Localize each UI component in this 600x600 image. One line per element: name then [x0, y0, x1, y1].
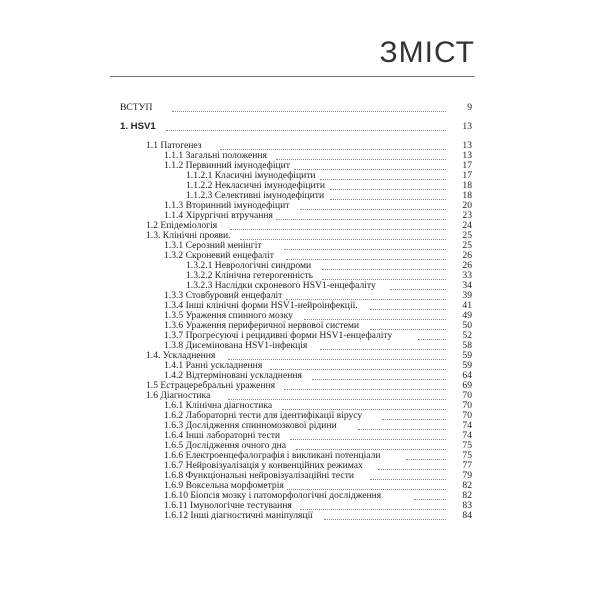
toc-entry-page: 18 [462, 180, 472, 191]
toc-entry-label: ВСТУП [120, 102, 153, 113]
toc-entry-label: 1.6 Діагностика [146, 390, 211, 401]
toc-entry-page: 13 [462, 121, 472, 132]
toc-entry-page: 13 [462, 150, 472, 161]
leader-dots [406, 459, 446, 460]
leader-dots [300, 509, 446, 510]
leader-dots [414, 499, 446, 500]
toc-entry-page: 49 [462, 310, 472, 321]
leader-dots [320, 179, 446, 180]
toc-entry-label: 1.1.4 Хірургічні втручання [164, 210, 273, 221]
toc-entry-page: 75 [462, 440, 472, 451]
toc-entry-label: 1.6.3 Дослідження спинномозкової рідини [164, 420, 337, 431]
toc-entry-label: 1.1 Патогенез [146, 140, 202, 151]
leader-dots [230, 229, 446, 230]
toc-entry-page: 17 [462, 160, 472, 171]
toc-entry-label: 1.6.5 Дослідження очного дна [164, 440, 287, 451]
toc-entry-page: 74 [462, 430, 472, 441]
toc-entry-page: 84 [462, 510, 472, 521]
toc-entry-page: 75 [462, 450, 472, 461]
toc-entry-page: 13 [462, 140, 472, 151]
page-title: ЗМІСТ [379, 36, 475, 69]
leader-dots [378, 469, 446, 470]
toc-entry-label: 1.1.1 Загальні положення [164, 150, 267, 161]
toc-entry-label: 1.4.2 Відтерміновані ускладнення [164, 370, 302, 381]
toc-entry-label: 1.1.2.2 Некласичні імунодефіцити [186, 180, 326, 191]
toc-entry-page: 34 [462, 280, 472, 291]
leader-dots [322, 269, 446, 270]
toc-entry-label: 1.6.2 Лабораторні тести для ідентифікації вірусу [164, 410, 363, 421]
leader-dots [312, 379, 446, 380]
leader-dots [172, 111, 446, 112]
toc-entry-label: 1.6.7 Нейровізуалізація у конвенційних режимах [164, 460, 363, 471]
toc-entry-label: 1.3.2.1 Неврологічні синдроми [186, 260, 312, 271]
toc-entry-label: 1.1.2.3 Селективні імунодефіцити [186, 190, 325, 201]
leader-dots [290, 439, 446, 440]
leader-dots [320, 349, 446, 350]
leader-dots [330, 189, 446, 190]
toc-entry-page: 33 [462, 270, 472, 281]
toc-entry-label: 1.3.8 Дисемінована HSV1-інфекція [164, 340, 308, 351]
leader-dots [166, 130, 446, 131]
leader-dots [390, 289, 446, 290]
toc-entry-page: 59 [462, 350, 472, 361]
leader-dots [330, 199, 446, 200]
toc-entry-label: 1.4.1 Ранні ускладнення [164, 360, 263, 371]
toc-entry-label: 1.3.4 Інші клінічні форми HSV1-нейроінфекції. [164, 300, 358, 311]
toc-entry-label: 1.6.6 Електроенцефалографія і викликані потенціали [164, 450, 381, 461]
toc-entry-label: 1.6.12 Інші діагностичні маніпуляції [164, 510, 313, 521]
toc-entry-page: 77 [462, 460, 472, 471]
leader-dots [418, 339, 446, 340]
toc-entry-label: 1.6.11 Імунологічне тестування [164, 500, 292, 511]
leader-dots [284, 389, 446, 390]
toc-entry-page: 23 [462, 210, 472, 221]
toc-entry-label: 1.3. Клінічні прояви. [146, 230, 231, 241]
toc-entry-label: 1.3.2 Скроневий енцефаліт [164, 250, 274, 261]
toc-entry-page: 50 [462, 320, 472, 331]
leader-dots [240, 239, 446, 240]
leader-dots [294, 169, 446, 170]
toc-entry-label: 1.1.2 Первинний імунодефіцит [164, 160, 290, 171]
toc-entry-label: 1.6.9 Воксельна морфометрія [164, 480, 284, 491]
toc-entry-page: 39 [462, 290, 472, 301]
toc-entry-page: 41 [462, 300, 472, 311]
toc-entry-page: 18 [462, 190, 472, 201]
toc-entry-page: 79 [462, 470, 472, 481]
toc-entry-page: 52 [462, 330, 472, 341]
toc-entry-page: 82 [462, 480, 472, 491]
leader-dots [324, 519, 446, 520]
toc-row[interactable] [120, 511, 472, 521]
toc-entry-label: 1.3.7 Прогресуючі і рецидивні форми HSV1-енцефаліту [164, 330, 393, 341]
toc-entry-label: 1.6.10 Біопсія мозку і патоморфологічні дослідження [164, 490, 382, 501]
contents-heading [110, 30, 475, 105]
toc-entry-label: 1.4. Ускладнення [146, 350, 216, 361]
toc-entry-page: 70 [462, 400, 472, 411]
toc-entry-label: 1.5 Естрацеребральні ураження [146, 380, 275, 391]
toc-entry-label: 1.3.3 Стовбуровий енцефаліт [164, 290, 283, 301]
toc-entry-page: 70 [462, 390, 472, 401]
toc-entry-page: 26 [462, 260, 472, 271]
toc-entry-page: 59 [462, 360, 472, 371]
toc-entry-page: 83 [462, 500, 472, 511]
toc-entry-page: 74 [462, 420, 472, 431]
toc-entry-page: 17 [462, 170, 472, 181]
leader-dots [358, 429, 446, 430]
toc-entry-label: 1.3.2.3 Наслідки скроневого HSV1-енцефаліту [186, 280, 376, 291]
toc-entry-label: 1.3.5 Ураження спинного мозку [164, 310, 293, 321]
toc-entry-page: 26 [462, 250, 472, 261]
toc-entry-page: 24 [462, 220, 472, 231]
table-of-contents [120, 103, 472, 521]
leader-dots [382, 419, 446, 420]
toc-entry-page: 64 [462, 370, 472, 381]
toc-entry-label: 1.3.1 Серозний менінгіт [164, 240, 262, 251]
toc-entry-page: 20 [462, 200, 472, 211]
toc-entry-page: 9 [467, 102, 472, 113]
leader-dots [284, 249, 446, 250]
toc-row[interactable] [120, 103, 472, 113]
toc-entry-label: 1.1.2.1 Класичні імунодефіцити [186, 170, 316, 181]
leader-dots [370, 479, 446, 480]
toc-entry-page: 69 [462, 380, 472, 391]
heading-divider [110, 76, 475, 77]
toc-row[interactable] [120, 122, 472, 132]
toc-entry-page: 70 [462, 410, 472, 421]
toc-entry-label: 1.2 Епідеміологія [146, 220, 218, 231]
toc-entry-label: 1.6.1 Клінічна діагностика [164, 400, 273, 411]
leader-dots [276, 219, 446, 220]
toc-entry-page: 58 [462, 340, 472, 351]
toc-entry-label: 1.1.3 Вторинний імунодефіцит [164, 200, 290, 211]
toc-entry-label: 1.3.6 Ураження периферичної нервової системи [164, 320, 360, 331]
leader-dots [300, 209, 446, 210]
toc-entry-label: 1.3.2.2 Клінічна гетерогенність [186, 270, 313, 281]
toc-entry-page: 25 [462, 230, 472, 241]
toc-entry-label: 1. HSV1 [120, 121, 156, 132]
leader-dots [276, 159, 446, 160]
leader-dots [370, 309, 446, 310]
toc-entry-page: 82 [462, 490, 472, 501]
toc-entry-page: 25 [462, 240, 472, 251]
toc-entry-label: 1.6.8 Функціональні нейровізуалізаційні тести [164, 470, 355, 481]
toc-entry-label: 1.6.4 Інші лабораторні тести [164, 430, 281, 441]
